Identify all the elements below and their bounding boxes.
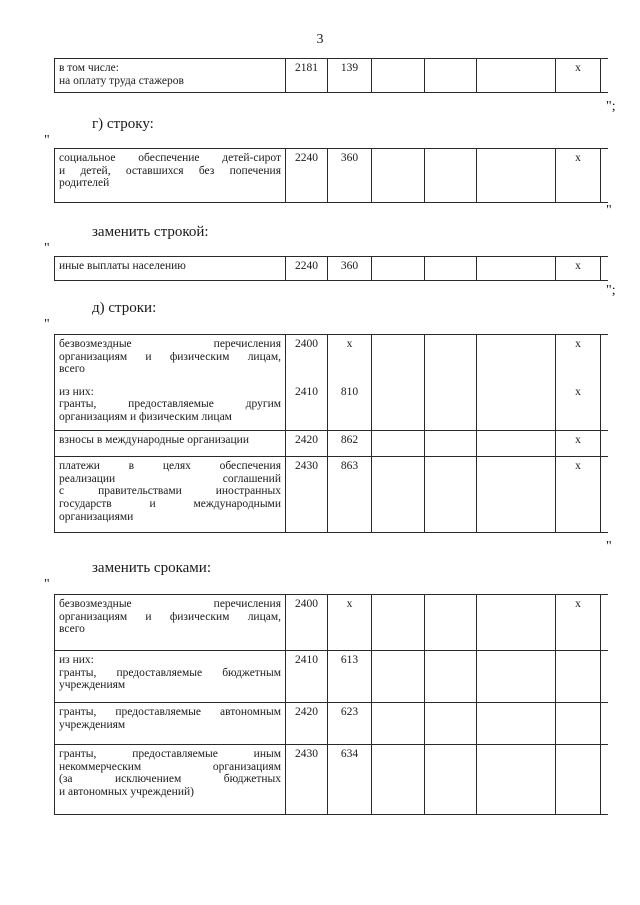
row-x-mark: x: [556, 257, 601, 281]
empty-cell: [477, 745, 556, 815]
table-row: [55, 149, 609, 203]
opening-quote: ": [44, 577, 50, 592]
row-code: 2400: [286, 595, 328, 651]
desc-line: организациям и физическим лицам,: [59, 610, 281, 623]
empty-cell: [477, 149, 556, 203]
desc-line: гранты, предоставляемые автономным: [59, 706, 281, 718]
desc-line: гранты, предоставляемые бюджетным: [59, 666, 281, 679]
closing-quote: ";: [606, 99, 616, 114]
empty-cell: [425, 335, 477, 383]
desc-line: учреждениям: [59, 679, 126, 692]
row-x-mark: x: [556, 431, 601, 457]
desc-line: социальное обеспечение детей-сирот: [59, 152, 281, 164]
desc-line: организациями: [59, 510, 134, 523]
row-description: [55, 335, 286, 383]
page-number: 3: [316, 32, 324, 47]
row-code: 2410: [286, 383, 328, 431]
heading-d: д) строки:: [92, 300, 157, 316]
empty-cell: [601, 595, 609, 651]
table-fragment-4: [54, 334, 608, 533]
table-fragment-5: [54, 594, 608, 815]
table-fragment-3: [54, 256, 608, 281]
empty-cell: [372, 149, 425, 203]
row-x-mark: x: [556, 383, 601, 431]
empty-cell: [425, 431, 477, 457]
desc-line: из них:: [59, 385, 94, 398]
opening-quote: ": [44, 133, 50, 148]
row-kosgu: 613: [328, 651, 372, 703]
opening-quote: ": [44, 241, 50, 256]
table-fragment-1: [54, 58, 608, 93]
empty-cell: [372, 457, 425, 533]
table-row: [55, 59, 609, 93]
table-row: [55, 457, 609, 533]
empty-cell: [425, 595, 477, 651]
desc-line: с правительствами иностранных: [59, 485, 281, 498]
closing-quote: ": [606, 203, 612, 218]
row-description: взносы в международные организации: [55, 431, 286, 457]
row-code: 2181: [286, 59, 328, 93]
empty-cell: [372, 703, 425, 745]
row-description: [55, 595, 286, 651]
row-code: 2410: [286, 651, 328, 703]
empty-cell: [372, 595, 425, 651]
empty-cell: [556, 651, 601, 703]
row-description: [55, 651, 286, 703]
row-kosgu: 634: [328, 745, 372, 815]
row-description: [55, 703, 286, 745]
row-kosgu: x: [328, 595, 372, 651]
empty-cell: [372, 59, 425, 93]
row-description: [55, 59, 286, 93]
empty-cell: [477, 383, 556, 431]
row-x-mark: x: [556, 335, 601, 383]
desc-line: организациям и физическим лицам,: [59, 350, 281, 363]
desc-line: безвозмездные перечисления: [59, 338, 281, 350]
empty-cell: [601, 431, 609, 457]
heading-replace-row: заменить строкой:: [92, 224, 209, 240]
empty-cell: [425, 651, 477, 703]
empty-cell: [477, 595, 556, 651]
empty-cell: [601, 335, 609, 383]
row-kosgu: 139: [328, 59, 372, 93]
desc-line: всего: [59, 363, 85, 376]
table-row: [55, 383, 609, 431]
desc-line: организациям и физическим лицам: [59, 410, 232, 423]
desc-line: и детей, оставшихся без попечения: [59, 164, 281, 177]
desc-line: из них:: [59, 654, 94, 666]
empty-cell: [425, 383, 477, 431]
row-kosgu: 863: [328, 457, 372, 533]
closing-quote: ";: [606, 283, 616, 298]
empty-cell: [372, 335, 425, 383]
desc-line: безвозмездные перечисления: [59, 598, 281, 610]
empty-cell: [556, 745, 601, 815]
empty-cell: [477, 457, 556, 533]
desc-line: государств и международными: [59, 497, 281, 510]
row-kosgu: 360: [328, 257, 372, 281]
row-kosgu: 360: [328, 149, 372, 203]
row-code: 2420: [286, 431, 328, 457]
empty-cell: [601, 257, 609, 281]
empty-cell: [372, 383, 425, 431]
table-row: [55, 257, 609, 281]
desc-line: всего: [59, 623, 85, 636]
row-description: [55, 383, 286, 431]
empty-cell: [601, 383, 609, 431]
empty-cell: [425, 457, 477, 533]
row-kosgu: 862: [328, 431, 372, 457]
empty-cell: [372, 257, 425, 281]
empty-cell: [601, 59, 609, 93]
empty-cell: [556, 703, 601, 745]
table-row: [55, 595, 609, 651]
empty-cell: [601, 651, 609, 703]
table-row: [55, 651, 609, 703]
desc-line: и автономных учреждений): [59, 785, 194, 798]
row-code: 2420: [286, 703, 328, 745]
empty-cell: [425, 149, 477, 203]
row-kosgu: 810: [328, 383, 372, 431]
empty-cell: [477, 651, 556, 703]
row-code: 2400: [286, 335, 328, 383]
table-fragment-2: [54, 148, 608, 203]
row-x-mark: x: [556, 149, 601, 203]
row-kosgu: x: [328, 335, 372, 383]
table-row: [55, 335, 609, 383]
empty-cell: [477, 431, 556, 457]
desc-line: учреждениям: [59, 718, 126, 731]
row-description: иные выплаты населению: [55, 257, 286, 281]
empty-cell: [477, 59, 556, 93]
empty-cell: [477, 703, 556, 745]
closing-quote: ": [606, 539, 612, 554]
row-description: [55, 457, 286, 533]
desc-line: гранты, предоставляемые иным: [59, 748, 281, 760]
empty-cell: [477, 335, 556, 383]
empty-cell: [477, 257, 556, 281]
empty-cell: [372, 745, 425, 815]
desc-line: платежи в целях обеспечения: [59, 460, 281, 472]
row-code: 2240: [286, 149, 328, 203]
empty-cell: [601, 745, 609, 815]
opening-quote: ": [44, 317, 50, 332]
empty-cell: [425, 745, 477, 815]
empty-cell: [601, 703, 609, 745]
desc-line: некоммерческим организациям: [59, 760, 281, 773]
row-description: [55, 149, 286, 203]
desc-line: гранты, предоставляемые другим: [59, 398, 281, 411]
row-code: 2240: [286, 257, 328, 281]
row-code: 2430: [286, 745, 328, 815]
row-code: 2430: [286, 457, 328, 533]
empty-cell: [601, 457, 609, 533]
heading-replace-rows: заменить сроками:: [92, 560, 211, 576]
empty-cell: [601, 149, 609, 203]
empty-cell: [372, 651, 425, 703]
row-x-mark: x: [556, 595, 601, 651]
empty-cell: [425, 257, 477, 281]
row-x-mark: x: [556, 59, 601, 93]
row-description: [55, 745, 286, 815]
table-row: [55, 703, 609, 745]
desc-line: (за исключением бюджетных: [59, 773, 281, 786]
desc-line: реализации соглашений: [59, 472, 281, 485]
empty-cell: [372, 431, 425, 457]
row-kosgu: 623: [328, 703, 372, 745]
empty-cell: [425, 59, 477, 93]
desc-line: родителей: [59, 177, 110, 190]
table-row: [55, 745, 609, 815]
table-row: [55, 431, 609, 457]
empty-cell: [425, 703, 477, 745]
desc-line: на оплату труда стажеров: [59, 74, 184, 87]
desc-line: в том числе:: [59, 62, 119, 74]
row-x-mark: x: [556, 457, 601, 533]
heading-g: г) строку:: [92, 116, 154, 132]
